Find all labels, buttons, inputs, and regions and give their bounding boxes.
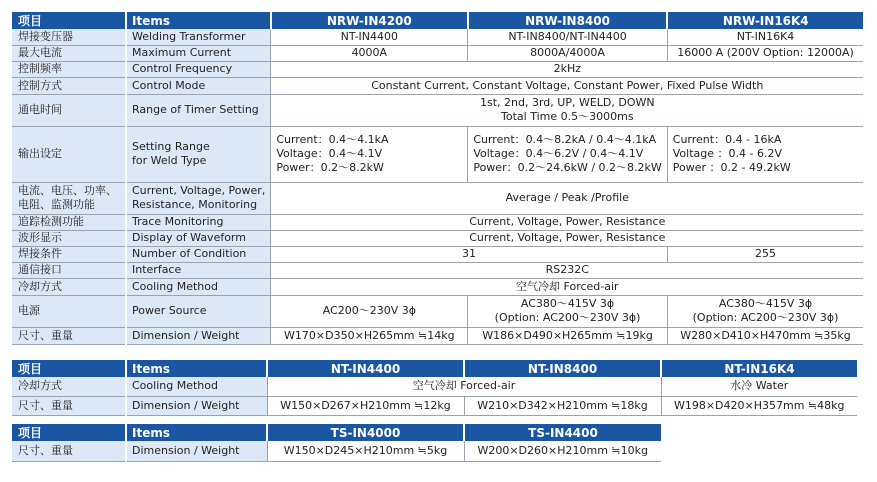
spec-table-main — [12, 12, 863, 345]
header-ts-in4000: TS-IN4000 — [267, 424, 464, 441]
range-line: Current：0.4 - 16kA — [672, 133, 782, 146]
label-cn: 冷却方式 — [12, 278, 126, 295]
transformer-header-row — [12, 360, 857, 377]
spec-table-transformer — [12, 360, 857, 416]
value-cell: 255 — [667, 246, 863, 262]
row-trace — [12, 214, 863, 230]
range-line: Current：0.4～4.1kA — [276, 133, 389, 146]
label-en: Dimension / Weight — [126, 396, 267, 415]
header-en-items: Items — [126, 12, 271, 29]
label-en-line: Setting Range — [132, 140, 210, 153]
row-dimension — [12, 441, 661, 461]
label-cn: 波形显示 — [12, 230, 126, 246]
label-en: Dimension / Weight — [126, 327, 271, 344]
label-cn-line: 电流、电压、功率、 — [18, 184, 117, 197]
row-frequency — [12, 61, 863, 77]
row-power-source — [12, 295, 863, 327]
value-cell: W200×D260×H210mm ≒10kg — [464, 441, 661, 461]
value-cell: Current, Voltage, Power, Resistance — [271, 230, 863, 246]
spec-table-ts — [12, 424, 661, 462]
label-en-line: for Weld Type — [132, 154, 207, 167]
range-line: Voltage ：0.4 - 6.2V — [672, 147, 782, 160]
value-cell: W186×D490×H265mm ≒19kg — [468, 327, 667, 344]
value-cell — [271, 126, 468, 182]
header-nt-in8400: NT-IN8400 — [464, 360, 661, 377]
label-en — [126, 182, 271, 214]
row-waveform — [12, 230, 863, 246]
label-cn: 通电时间 — [12, 94, 126, 126]
value-cell: 水冷 Water — [661, 377, 857, 396]
row-transformer — [12, 29, 863, 45]
header-nrw-in16k4: NRW-IN16K4 — [667, 12, 863, 29]
value-cell: Current, Voltage, Power, Resistance — [271, 214, 863, 230]
label-en: Welding Transformer — [126, 29, 271, 45]
label-en: Number of Condition — [126, 246, 271, 262]
value-cell: 空气冷却 Forced-air — [271, 278, 863, 295]
range-line: Power：0.2～8.2kW — [276, 161, 384, 174]
value-cell — [468, 295, 667, 327]
timer-line: 1st, 2nd, 3rd, UP, WELD, DOWN — [479, 96, 655, 109]
label-en-line: Resistance, Monitoring — [132, 198, 258, 211]
value-cell — [271, 94, 863, 126]
label-en: Cooling Method — [126, 377, 267, 396]
label-cn: 尺寸、重量 — [12, 441, 126, 461]
row-timer — [12, 94, 863, 126]
row-max-current — [12, 45, 863, 61]
value-cell: NT-IN8400/NT-IN4400 — [468, 29, 667, 45]
row-monitoring — [12, 182, 863, 214]
value-cell: AC200～230V 3ϕ — [271, 295, 468, 327]
value-cell: W150×D245×H210mm ≒5kg — [267, 441, 464, 461]
row-cooling — [12, 278, 863, 295]
label-cn: 焊接条件 — [12, 246, 126, 262]
header-nt-in16k4: NT-IN16K4 — [661, 360, 857, 377]
value-cell: Average / Peak /Profile — [271, 182, 863, 214]
header-en-items: Items — [126, 424, 267, 441]
value-cell: 4000A — [271, 45, 468, 61]
label-cn — [12, 182, 126, 214]
value-cell: 空气冷却 Forced-air — [267, 377, 661, 396]
value-cell: W170×D350×H265mm ≒14kg — [271, 327, 468, 344]
row-dimension — [12, 396, 857, 415]
label-en: Display of Waveform — [126, 230, 271, 246]
label-cn: 尺寸、重量 — [12, 396, 126, 415]
label-cn-line: 电阻、监测功能 — [18, 198, 95, 211]
label-en: Control Mode — [126, 77, 271, 94]
value-cell — [468, 126, 667, 182]
label-en-line: Current, Voltage, Power, — [132, 184, 266, 197]
header-ts-in4400: TS-IN4400 — [464, 424, 661, 441]
value-cell: W198×D420×H357mm ≒48kg — [661, 396, 857, 415]
label-cn: 控制频率 — [12, 61, 126, 77]
row-control-mode — [12, 77, 863, 94]
label-en: Maximum Current — [126, 45, 271, 61]
range-line: Current：0.4～8.2kA / 0.4～4.1kA — [473, 133, 657, 146]
ts-header-row — [12, 424, 661, 441]
value-cell: W210×D342×H210mm ≒18kg — [464, 396, 661, 415]
power-line: (Option: AC200～230V 3ϕ) — [494, 311, 641, 324]
main-header-row — [12, 12, 863, 29]
range-line: Power ：0.2 - 49.2kW — [672, 161, 791, 174]
value-cell: NT-IN4400 — [271, 29, 468, 45]
power-line: (Option: AC200～230V 3ϕ) — [692, 311, 839, 324]
label-en: Cooling Method — [126, 278, 271, 295]
power-line: AC380～415V 3ϕ — [718, 297, 813, 310]
value-cell: Constant Current, Constant Voltage, Constant Power, Fixed Pulse Width — [271, 77, 863, 94]
power-line: AC380～415V 3ϕ — [520, 297, 615, 310]
value-cell: NT-IN16K4 — [667, 29, 863, 45]
header-cn-items: 项目 — [12, 424, 126, 441]
label-cn: 冷却方式 — [12, 377, 126, 396]
label-cn: 控制方式 — [12, 77, 126, 94]
label-cn: 尺寸、重量 — [12, 327, 126, 344]
label-en — [126, 126, 271, 182]
label-cn: 最大电流 — [12, 45, 126, 61]
label-en: Range of Timer Setting — [126, 94, 271, 126]
header-nrw-in4200: NRW-IN4200 — [271, 12, 468, 29]
label-en: Dimension / Weight — [126, 441, 267, 461]
label-cn: 电源 — [12, 295, 126, 327]
row-output-setting — [12, 126, 863, 182]
value-cell: W150×D267×H210mm ≒12kg — [267, 396, 464, 415]
value-cell: 8000A/4000A — [468, 45, 667, 61]
row-dimension — [12, 327, 863, 344]
range-line: Power：0.2～24.6kW / 0.2～8.2kW — [473, 161, 662, 174]
label-en: Power Source — [126, 295, 271, 327]
label-en: Interface — [126, 262, 271, 278]
label-cn: 通信接口 — [12, 262, 126, 278]
label-en: Control Frequency — [126, 61, 271, 77]
label-cn: 输出设定 — [12, 126, 126, 182]
row-cooling — [12, 377, 857, 396]
range-line: Voltage：0.4～4.1V — [276, 147, 383, 160]
value-cell: 2kHz — [271, 61, 863, 77]
header-nt-in4400: NT-IN4400 — [267, 360, 464, 377]
label-cn: 追踪检测功能 — [12, 214, 126, 230]
value-cell: 31 — [271, 246, 667, 262]
header-en-items: Items — [126, 360, 267, 377]
value-cell: RS232C — [271, 262, 863, 278]
label-en: Trace Monitoring — [126, 214, 271, 230]
label-cn: 焊接变压器 — [12, 29, 126, 45]
header-nrw-in8400: NRW-IN8400 — [468, 12, 667, 29]
header-cn-items: 项目 — [12, 12, 126, 29]
value-cell — [667, 126, 863, 182]
value-cell: 16000 A (200V Option: 12000A) — [667, 45, 863, 61]
value-cell: W280×D410×H470mm ≒35kg — [667, 327, 863, 344]
row-conditions — [12, 246, 863, 262]
header-cn-items: 项目 — [12, 360, 126, 377]
timer-line: Total Time 0.5～3000ms — [501, 110, 634, 123]
row-interface — [12, 262, 863, 278]
range-line: Voltage：0.4～6.2V / 0.4～4.1V — [473, 147, 644, 160]
value-cell — [667, 295, 863, 327]
